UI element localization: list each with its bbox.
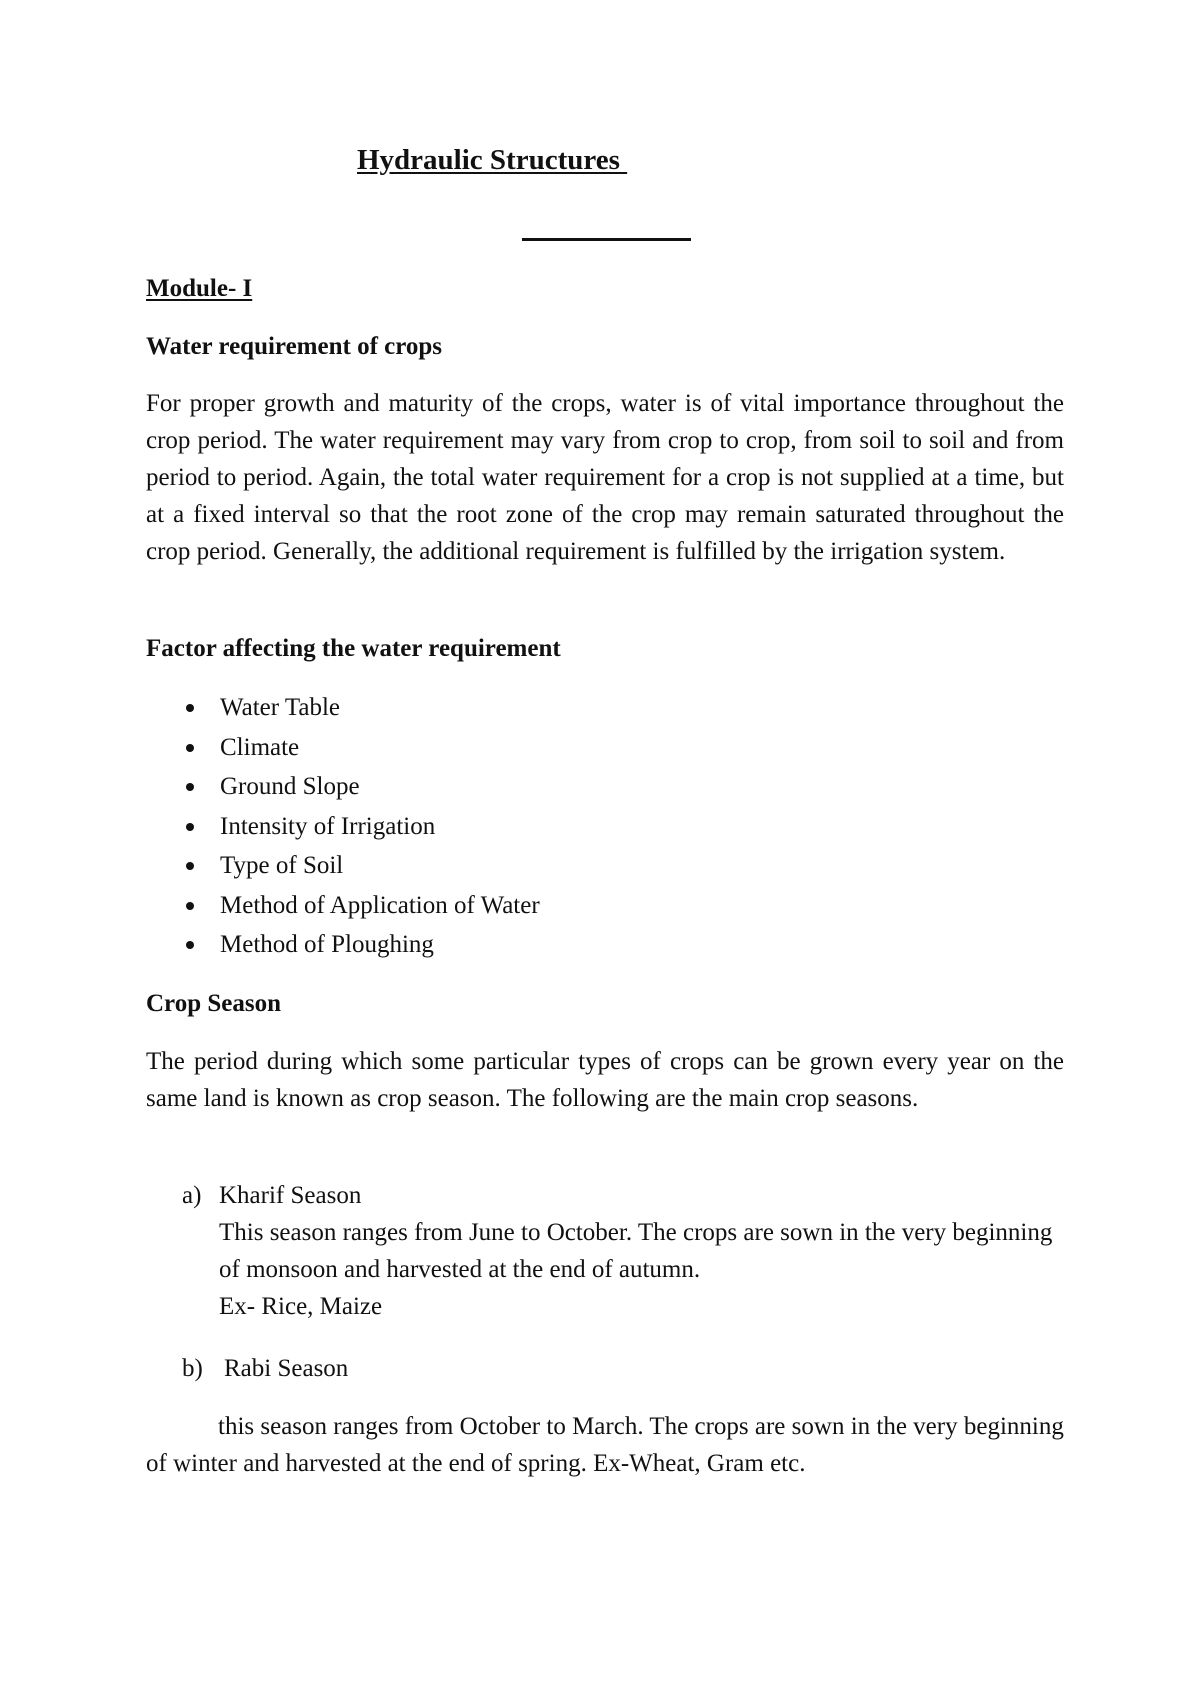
section-heading-factors: Factor affecting the water requirement — [146, 635, 561, 662]
paragraph-crop-season: The period during which some particular types of crops can be grown every year on the same land is known as crop season. The following are the main crop seasons. — [146, 1048, 1064, 1112]
module-heading: Module- I — [146, 275, 253, 302]
section-heading-water-requirement: Water requirement of crops — [146, 333, 443, 360]
bullet-icon — [186, 823, 194, 831]
title-underline-rule — [522, 238, 691, 241]
season-description: this season ranges from October to March. The crops are sown in the very beginning of winter and harvested at the end of spring. Ex-Wheat, Gram etc. — [146, 1413, 1064, 1477]
paragraph-water-requirement: For proper growth and maturity of the crops, water is of vital importance throughout the crop period. The water requirement may vary from crop to crop, from soil to soil and from period to period. Again, the total water requirement for a crop is not supplied at a time, but at a fixed interval so that the root zone of the crop may remain saturated throughout the crop period. Generally, the additional requirement is fulfilled by the irrigation system. — [146, 390, 1064, 565]
section-heading-crop-season: Crop Season — [146, 990, 281, 1017]
list-item: Method of Application of Water — [182, 886, 540, 926]
document-title: Hydraulic Structures — [357, 144, 628, 176]
list-item: Method of Ploughing — [182, 925, 540, 965]
list-item: Water Table — [182, 688, 540, 728]
list-marker: b) — [182, 1355, 203, 1382]
list-item: Climate — [182, 728, 540, 768]
season-name: Rabi Season — [224, 1355, 349, 1382]
season-name: Kharif Season — [219, 1182, 362, 1209]
bullet-icon — [186, 862, 194, 870]
list-item: Type of Soil — [182, 846, 540, 886]
bullet-icon — [186, 704, 194, 712]
bullet-icon — [186, 744, 194, 752]
bullet-icon — [186, 941, 194, 949]
bullet-icon — [186, 902, 194, 910]
list-item: Ground Slope — [182, 767, 540, 807]
list-item: Intensity of Irrigation — [182, 807, 540, 847]
bullet-icon — [186, 783, 194, 791]
season-description: This season ranges from June to October. The crops are sown in the very beginning of monsoon and harvested at the end of autumn. — [219, 1219, 1053, 1283]
list-marker: a) — [182, 1182, 202, 1209]
season-examples: Ex- Rice, Maize — [219, 1293, 383, 1320]
factors-bullet-list — [182, 688, 540, 965]
